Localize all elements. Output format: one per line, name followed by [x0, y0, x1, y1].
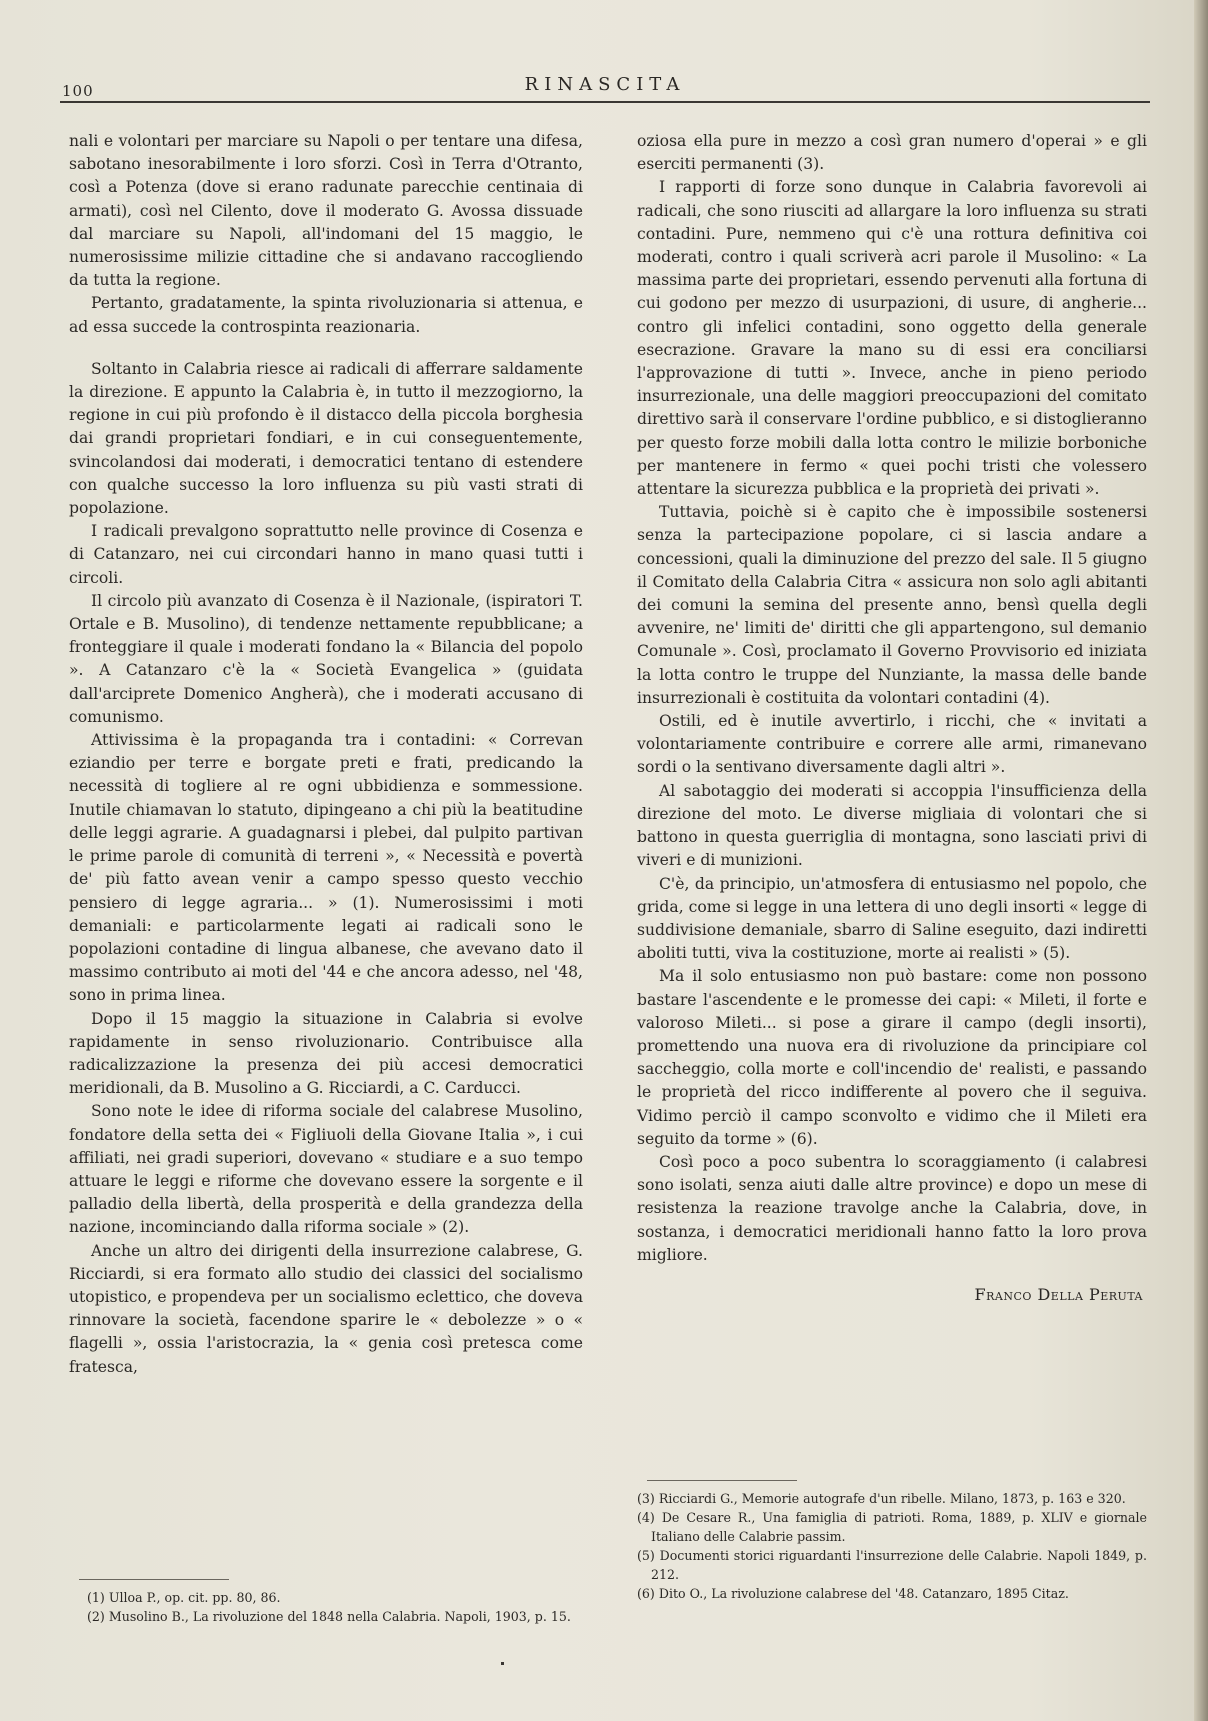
footnote: (3) Ricciardi G., Memorie autografe d'un ribelle. Milano, 1873, p. 163 e 320. [637, 1491, 1126, 1506]
paragraph: Il circolo più avanzato di Cosenza è il Nazionale, (ispiratori T. Ortale e B. Musolino), di tendenze nettamente repubblicane; a fronteggiare il quale i moderati fondano la « Bilancia del popolo ». A Catanzaro c'è la « Società Evangelica » (guidata dall'arciprete Domenico Angherà), che i moderati accusano di comunismo. [69, 591, 583, 726]
paragraph: nali e volontari per marciare su Napoli o per tentare una difesa, sabotano inesorabilmente i loro sforzi. Così in Terra d'Otranto, così a Potenza (dove si erano radunate parecchie centinaia di armati), così nel Cilento, dove il moderato G. Avossa dissuade dal marciare su Napoli, all'indomani del 15 maggio, le numerosissime milizie cittadine che si andavano raccogliendo da tutta la regione. [69, 132, 583, 290]
right-footnotes [637, 1480, 1147, 1603]
left-column [69, 130, 583, 1379]
paragraph: I rapporti di forze sono dunque in Calabria favorevoli ai radicali, che sono riusciti ad allargare la loro influenza su strati contadini. Pure, nemmeno qui c'è una rottura definitiva coi moderati, contro i quali scriverà acri parole il Musolino: « La massima parte dei proprietari, essendo pervenuti alla fortuna di cui godono per mezzo di usurpazioni, di usure, di angherie... contro gli infelici contadini, sono oggetto della generale esecrazione. Gravare la mano su di essi era conciliarsi l'approvazione di tutti ». Invece, anche in pieno periodo insurrezionale, una delle maggiori preoccupazioni del comitato direttivo sarà il conservare l'ordine pubblico, e si distoglieranno per questo forze mobili dalla lotta contro le milizie borboniche per mantenere in fermo « quei pochi tristi che volessero attentare la sicurezza pubblica e la proprietà dei privati ». [637, 178, 1147, 499]
paragraph: Tuttavia, poichè si è capito che è impossibile sostenersi senza la partecipazione popolare, ci si lascia andare a concessioni, quali la diminuzione del prezzo del sale. Il 5 giugno il Comitato della Calabria Citra « assicura non solo agli abitanti dei comuni la semina del presente anno, bensì quella degli avvenire, ne' limiti de' diritti che gli appartengono, sul demanio Comunale ». Così, proclamato il Governo Provvisorio ed iniziata la lotta contro le truppe del Nunziante, la massa delle bande insurrezionali è costituita da volontari contadini (4). [637, 503, 1147, 707]
paragraph: Ostili, ed è inutile avvertirlo, i ricchi, che « invitati a volontariamente contribuire e correre alle armi, rimanevano sordi o la sentivano diversamente dagli altri ». [637, 712, 1147, 777]
paragraph: Anche un altro dei dirigenti della insurrezione calabrese, G. Ricciardi, si era formato allo studio dei classici del socialismo utopistico, e propendeva per un socialismo eclettico, che doveva rinnovare la società, facendone sparire le « debolezze » o « flagelli », ossia l'aristocrazia, la « genia così pretesca come fratesca, [69, 1241, 583, 1376]
paragraph: C'è, da principio, un'atmosfera di entusiasmo nel popolo, che grida, come si legge in una lettera di uno degli insorti « legge di suddivisione demaniale, sbarro di Saline eseguito, dazi indiretti aboliti tutti, viva la costituzione, morte ai realisti » (5). [637, 874, 1147, 963]
page-header [60, 72, 1150, 102]
footnote: (2) Musolino B., La rivoluzione del 1848 nella Calabria. Napoli, 1903, p. 15. [87, 1609, 571, 1624]
paragraph: I radicali prevalgono soprattutto nelle province di Cosenza e di Catanzaro, nei cui circondari hanno in mano quasi tutti i circoli. [69, 522, 583, 587]
footnote: (1) Ulloa P., op. cit. pp. 80, 86. [87, 1590, 281, 1605]
page-number: 100 [62, 82, 94, 100]
footnote: (6) Dito O., La rivoluzione calabrese del '48. Catanzaro, 1895 Citaz. [637, 1586, 1069, 1601]
left-footnotes [69, 1579, 583, 1626]
paragraph: Al sabotaggio dei moderati si accoppia l'insufficienza della direzione del moto. Le diverse migliaia di volontari che si battono in questa guerriglia di montagna, sono lasciati privi di viveri e di munizioni. [637, 781, 1147, 870]
paragraph: Sono note le idee di riforma sociale del calabrese Musolino, fondatore della setta dei « Figliuoli della Giovane Italia », i cui affiliati, nei gradi superiori, dovevano « studiare e a suo tempo attuare le leggi e riforme che dovevano essere la sorgente e il palladio della libertà, della prosperità e della grandezza della nazione, incominciando dalla riforma sociale » (2). [69, 1102, 583, 1237]
paragraph: oziosa ella pure in mezzo a così gran numero d'operai » e gli eserciti permanenti (3). [637, 132, 1147, 174]
page-edge-shadow [1194, 0, 1208, 1721]
paragraph: Attivissima è la propaganda tra i contadini: « Correvan eziandio per terre e borgate preti e frati, predicando la necessità di togliere al re ogni ubbidienza e sommessione. Inutile chiamavan lo statuto, dipingeano a chi più la beatitudine delle leggi agrarie. A guadagnarsi i plebei, dal pulpito partivan le prime parole di comunità di terreni », « Necessità e povertà de' più fatto avean venir a campo spesso questo vecchio pensiero di legge agraria... » (1). Numerosissimi i moti demaniali: e particolarmente legati ai radicali sono le popolazioni contadine di lingua albanese, che avevano dato il massimo contributo ai moti del '44 e che ancora adesso, nel '48, sono in prima linea. [69, 731, 583, 1005]
paragraph: Ma il solo entusiasmo non può bastare: come non possono bastare l'ascendente e le promesse dei capi: « Mileti, il forte e valoroso Mileti... si pose a girare il campo (degli insorti), promettendo una nuova era di rivoluzione da principiare col saccheggio, colla morte e coll'incendio de' realisti, e passando le proprietà del ricco indifferente al povero che il seguiva. Vidimo perciò il campo sconvolto e vidimo che il Mileti era seguito da torme » (6). [637, 967, 1147, 1148]
paragraph: Così poco a poco subentra lo scoraggiamento (i calabresi sono isolati, senza aiuti dalle altre province) e dopo un mese di resistenza la reazione travolge anche la Calabria, dove, in sostanza, i democratici meridionali hanno fatto la loro prova migliore. [637, 1152, 1147, 1264]
footnote: (5) Documenti storici riguardanti l'insurrezione delle Calabrie. Napoli 1849, p. 212. [637, 1548, 1147, 1582]
paragraph: Soltanto in Calabria riesce ai radicali di afferrare saldamente la direzione. E appunto la Calabria è, in tutto il mezzogiorno, la regione in cui più profondo è il distacco della piccola borghesia dai grandi proprietari fondiari, e in cui conseguentemente, svincolandosi dai moderati, i democratici tentano di estendere con qualche successo la loro influenza su più vasti strati di popolazione. [69, 359, 583, 518]
header-rule [60, 101, 1150, 103]
paragraph: Dopo il 15 maggio la situazione in Calabria si evolve rapidamente in senso rivoluzionario. Contribuisce alla radicalizzazione la presenza dei più accesi democratici meridionali, da B. Musolino a G. Ricciardi, a C. Carducci. [69, 1009, 583, 1098]
author-signature: Franco Della Peruta [974, 1284, 1143, 1304]
footnote: (4) De Cesare R., Una famiglia di patrioti. Roma, 1889, p. XLIV e giornale Italiano delle Calabrie passim. [637, 1510, 1147, 1544]
running-title: RINASCITA [524, 74, 686, 95]
print-mark [501, 1662, 504, 1665]
right-column [637, 130, 1147, 1306]
paragraph: Pertanto, gradatamente, la spinta rivoluzionaria si attenua, e ad essa succede la controspinta reazionaria. [69, 294, 583, 336]
